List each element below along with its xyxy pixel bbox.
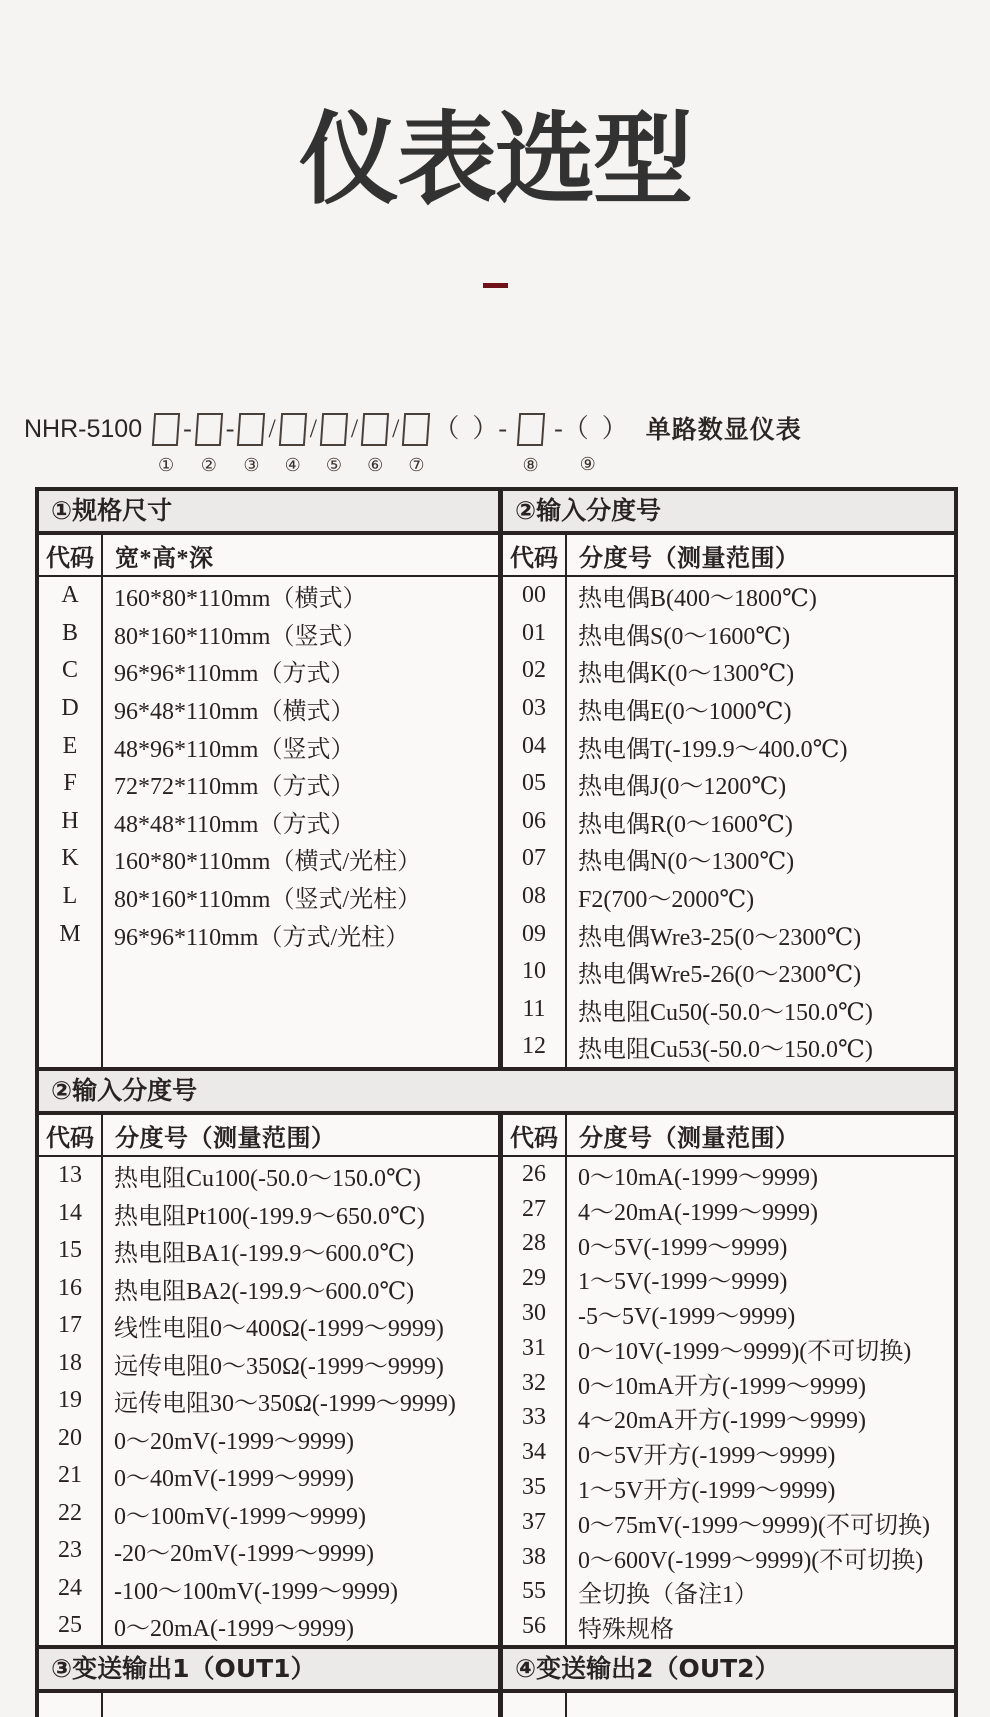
row-code: 30 <box>522 1300 546 1327</box>
truncated-cell <box>498 1693 954 1717</box>
row-code: M <box>59 920 81 947</box>
row-code: 25 <box>58 1612 82 1639</box>
row-desc: 0～40mV(-1999～9999) <box>114 1466 354 1493</box>
table-row <box>503 765 954 803</box>
desc-column-header: 分度号（测量范围） <box>115 1125 336 1152</box>
table-row <box>503 1575 954 1610</box>
order-marker: ④ <box>284 455 301 476</box>
section-title: ①规格尺寸 <box>51 496 173 525</box>
row-code: 26 <box>522 1160 546 1187</box>
input-index-subtable-1 <box>498 535 954 1067</box>
code-box-outline <box>402 413 430 446</box>
table-row <box>503 953 954 991</box>
row-code: 37 <box>522 1508 546 1535</box>
row-desc: 4～20mA开方(-1999～9999) <box>578 1408 866 1435</box>
code-column-header: 代码 <box>46 545 94 572</box>
table-row <box>503 1261 954 1296</box>
table-row <box>503 1609 954 1644</box>
table-row <box>39 1607 498 1645</box>
code-box-outline <box>152 413 180 446</box>
column-header-row <box>503 535 954 577</box>
table-row <box>503 1401 954 1436</box>
section-header-out2 <box>498 1649 954 1689</box>
row-code: 28 <box>522 1230 546 1257</box>
row-code: 02 <box>522 657 546 684</box>
table-row <box>39 577 498 615</box>
row-desc: 热电偶S(0～1600℃) <box>578 623 791 650</box>
title-underline-dash <box>483 283 508 288</box>
row-code: 01 <box>522 619 546 646</box>
row-code: 35 <box>522 1474 546 1501</box>
model-code-line <box>24 413 802 478</box>
row-desc: 热电偶Wre3-25(0～2300℃) <box>578 924 862 951</box>
model-prefix: NHR-5100 <box>24 415 143 443</box>
table-row <box>39 765 498 803</box>
table-rows <box>503 1157 954 1645</box>
order-marker: ⑥ <box>367 455 384 476</box>
row-code: 23 <box>58 1537 82 1564</box>
table-row <box>39 915 498 953</box>
table-row <box>503 1435 954 1470</box>
code-column-header: 代码 <box>46 1125 94 1152</box>
table-row <box>39 1195 498 1233</box>
order-marker: ② <box>200 455 217 476</box>
table-row <box>503 1028 954 1066</box>
input-index-subtable-2-right <box>498 1115 954 1645</box>
table-row <box>503 878 954 916</box>
row-desc: 热电阻Cu100(-50.0～150.0℃) <box>114 1166 421 1193</box>
model-code-separator <box>183 413 192 477</box>
row-code: 56 <box>522 1613 546 1640</box>
row-desc: 0～100mV(-1999～9999) <box>114 1503 366 1530</box>
row-code: 20 <box>58 1424 82 1451</box>
row-code: H <box>61 807 79 834</box>
desc-column-header: 分度号（测量范围） <box>579 1125 800 1152</box>
input-index-subtable-2-left <box>39 1115 498 1645</box>
row-desc: -5～5V(-1999～9999) <box>578 1304 796 1331</box>
model-code-separator <box>433 413 513 477</box>
table-row <box>503 1331 954 1366</box>
table-row <box>503 727 954 765</box>
separator-glyph: -（ ） <box>547 414 628 443</box>
table-rows <box>503 577 954 1067</box>
row-code: 21 <box>58 1462 82 1489</box>
row-desc: 48*48*110mm（方式） <box>114 811 355 838</box>
row-desc: 热电偶J(0～1200℃) <box>578 774 787 801</box>
row-code: 34 <box>522 1439 546 1466</box>
row-code: E <box>62 732 78 759</box>
column-header-row <box>39 1115 498 1157</box>
row-code: 00 <box>522 582 546 609</box>
table-row <box>39 1420 498 1458</box>
table-row <box>39 652 498 690</box>
table-body-1 <box>39 535 954 1067</box>
row-desc: 热电偶T(-199.9～400.0℃) <box>578 736 848 763</box>
code-box-outline <box>516 413 544 446</box>
row-code: 31 <box>522 1334 546 1361</box>
table-row <box>39 803 498 841</box>
model-code-box <box>362 413 388 478</box>
spec-size-subtable <box>39 535 498 1067</box>
row-desc: 特殊规格 <box>578 1617 674 1644</box>
table-body-2 <box>39 1115 954 1645</box>
row-desc: 热电阻Pt100(-199.9～650.0℃) <box>114 1203 425 1230</box>
table-row <box>503 1157 954 1192</box>
separator-glyph: - <box>183 414 192 443</box>
table-row <box>503 1366 954 1401</box>
table-row <box>39 1157 498 1195</box>
table-row <box>503 1296 954 1331</box>
table-row <box>503 652 954 690</box>
row-code: K <box>61 845 79 872</box>
row-code: L <box>62 883 78 910</box>
section-header-spec-size <box>39 491 498 531</box>
row-desc: 热电偶K(0～1300℃) <box>578 661 795 688</box>
order-marker: ⑦ <box>408 455 425 476</box>
row-desc: 远传电阻30～350Ω(-1999～9999) <box>114 1391 456 1418</box>
row-code: 27 <box>522 1195 546 1222</box>
table-row <box>503 1192 954 1227</box>
row-desc: 0～5V(-1999～9999) <box>578 1234 788 1261</box>
row-code: 07 <box>522 845 546 872</box>
table-rows <box>39 577 498 1067</box>
row-code: 14 <box>58 1199 82 1226</box>
code-column-header: 代码 <box>510 1125 558 1152</box>
table-row <box>503 803 954 841</box>
selection-table <box>35 487 958 1717</box>
row-desc: 160*80*110mm（横式） <box>114 586 367 613</box>
row-desc: 160*80*110mm（横式/光柱） <box>114 849 422 876</box>
model-code-box <box>238 413 264 478</box>
model-code-separator <box>351 413 358 477</box>
row-code: 08 <box>522 883 546 910</box>
row-code: 06 <box>522 807 546 834</box>
row-desc: 80*160*110mm（竖式/光柱） <box>114 887 422 914</box>
table-row <box>503 690 954 728</box>
row-desc: 热电偶B(400～1800℃) <box>578 586 817 613</box>
separator-glyph: / <box>309 414 317 443</box>
row-code: 12 <box>522 1033 546 1060</box>
row-code: A <box>61 582 79 609</box>
row-code: D <box>61 695 79 722</box>
table-row <box>39 1570 498 1608</box>
page-title: 仪表选型 <box>299 101 691 218</box>
section-header-input-index <box>498 491 954 531</box>
row-desc: 0～5V开方(-1999～9999) <box>578 1443 836 1470</box>
desc-column-header: 宽*高*深 <box>115 545 214 572</box>
table-row <box>503 1540 954 1575</box>
row-code: B <box>61 619 78 646</box>
order-marker: ⑨ <box>579 454 596 475</box>
row-desc: 48*96*110mm（竖式） <box>114 736 355 763</box>
row-desc: 热电偶N(0～1300℃) <box>578 849 795 876</box>
model-code-box <box>196 413 222 478</box>
table-row <box>39 727 498 765</box>
section-title: ③变送输出1（OUT1） <box>51 1654 316 1683</box>
row-code: 38 <box>522 1543 546 1570</box>
table-row <box>39 1307 498 1345</box>
row-desc: 96*96*110mm（方式/光柱） <box>114 924 410 951</box>
table-row <box>39 1457 498 1495</box>
row-desc: -20～20mV(-1999～9999) <box>114 1541 374 1568</box>
order-marker: ① <box>158 455 175 476</box>
row-code: 05 <box>522 770 546 797</box>
row-code: 16 <box>58 1274 82 1301</box>
section-title: ④变送输出2（OUT2） <box>515 1654 780 1683</box>
table-row <box>39 690 498 728</box>
table-row <box>503 1470 954 1505</box>
table-row <box>503 840 954 878</box>
row-desc: -100～100mV(-1999～9999) <box>114 1578 398 1605</box>
separator-glyph: （ ）- <box>433 414 514 443</box>
section-header-input-index-2 <box>39 1067 954 1115</box>
row-code: 32 <box>522 1369 546 1396</box>
row-desc: 4～20mA(-1999～9999) <box>578 1199 818 1226</box>
model-code-separator <box>268 413 275 477</box>
row-desc: F2(700～2000℃) <box>578 887 755 914</box>
table-row <box>39 1270 498 1308</box>
section-header-row-1 <box>39 491 954 535</box>
row-desc: 热电偶R(0～1600℃) <box>578 811 793 838</box>
row-code: 18 <box>58 1349 82 1376</box>
table-row <box>39 1495 498 1533</box>
row-code: 17 <box>58 1312 82 1339</box>
section-header-out1 <box>39 1649 498 1689</box>
table-row <box>503 991 954 1029</box>
code-box-outline <box>237 413 265 446</box>
row-code: C <box>61 657 78 684</box>
row-desc: 96*96*110mm（方式） <box>114 661 355 688</box>
column-header-row <box>503 1115 954 1157</box>
model-code-box <box>321 413 347 478</box>
model-code-box <box>280 413 306 478</box>
separator-glyph: / <box>392 414 400 443</box>
model-code-sequence <box>151 413 630 478</box>
table-row <box>39 615 498 653</box>
code-box-outline <box>279 413 307 446</box>
row-desc: 热电阻Cu53(-50.0～150.0℃) <box>578 1037 873 1064</box>
row-desc: 1～5V(-1999～9999) <box>578 1269 788 1296</box>
section-title: ②输入分度号 <box>51 1076 198 1105</box>
row-code: 33 <box>522 1404 546 1431</box>
table-row <box>503 1505 954 1540</box>
row-desc: 线性电阻0～400Ω(-1999～9999) <box>114 1316 444 1343</box>
row-desc: 热电阻BA1(-199.9～600.0℃) <box>114 1241 415 1268</box>
truncated-next-row <box>39 1693 954 1717</box>
row-desc: 0～10mA(-1999～9999) <box>578 1164 818 1191</box>
table-row <box>39 1232 498 1270</box>
row-desc: 0～75mV(-1999～9999)(不可切换) <box>578 1512 930 1539</box>
table-row <box>503 1227 954 1262</box>
model-code-separator <box>226 413 235 477</box>
model-suffix: 单路数显仪表 <box>645 415 802 444</box>
row-desc: 全切换（备注1） <box>578 1582 758 1609</box>
row-code: 09 <box>522 920 546 947</box>
separator-glyph: - <box>225 414 235 443</box>
row-desc: 热电阻BA2(-199.9～600.0℃) <box>114 1278 415 1305</box>
code-column-header: 代码 <box>510 545 558 572</box>
order-marker: ⑧ <box>522 455 539 476</box>
table-row <box>39 1382 498 1420</box>
model-code-separator <box>392 413 399 477</box>
row-desc: 0～20mA(-1999～9999) <box>114 1616 354 1643</box>
table-row <box>39 840 498 878</box>
code-box-outline <box>195 413 223 446</box>
row-desc: 80*160*110mm（竖式） <box>114 623 367 650</box>
row-desc: 0～600V(-1999～9999)(不可切换) <box>578 1547 924 1574</box>
desc-column-header: 分度号（测量范围） <box>579 545 800 572</box>
row-desc: 热电偶E(0～1000℃) <box>578 699 792 726</box>
truncated-cell <box>39 1693 498 1717</box>
separator-glyph: / <box>268 414 276 443</box>
model-code-separator <box>548 413 628 477</box>
column-header-row <box>39 535 498 577</box>
model-code-separator <box>310 413 317 477</box>
table-row <box>39 878 498 916</box>
row-code: 15 <box>58 1237 82 1264</box>
row-code: 10 <box>522 958 546 985</box>
model-code-box <box>518 413 544 478</box>
table-row <box>503 577 954 615</box>
table-row <box>39 1532 498 1570</box>
table-rows <box>39 1157 498 1645</box>
row-code: 24 <box>58 1574 82 1601</box>
row-desc: 1～5V开方(-1999～9999) <box>578 1478 836 1505</box>
row-code: 22 <box>58 1499 82 1526</box>
table-row <box>503 915 954 953</box>
row-code: 11 <box>522 995 546 1022</box>
model-code-box <box>153 413 179 478</box>
row-desc: 远传电阻0～350Ω(-1999～9999) <box>114 1353 444 1380</box>
row-desc: 96*48*110mm（横式） <box>114 699 355 726</box>
row-code: 13 <box>58 1162 82 1189</box>
code-box-outline <box>320 413 348 446</box>
order-marker: ⑤ <box>325 455 342 476</box>
row-desc: 0～10V(-1999～9999)(不可切换) <box>578 1338 912 1365</box>
table-row <box>503 615 954 653</box>
row-desc: 热电阻Cu50(-50.0～150.0℃) <box>578 999 873 1026</box>
row-code: 55 <box>522 1578 546 1605</box>
separator-glyph: / <box>350 414 359 443</box>
order-marker: ③ <box>243 455 260 476</box>
row-desc: 0～10mA开方(-1999～9999) <box>578 1373 866 1400</box>
row-code: F <box>63 770 77 797</box>
table-row <box>39 1345 498 1383</box>
row-code: 03 <box>522 695 546 722</box>
model-code-box <box>403 413 429 478</box>
section-title: ②输入分度号 <box>515 496 662 525</box>
row-desc: 0～20mV(-1999～9999) <box>114 1428 354 1455</box>
code-box-outline <box>361 413 389 446</box>
row-code: 04 <box>522 732 546 759</box>
section-header-row-3 <box>39 1645 954 1693</box>
row-code: 19 <box>58 1387 82 1414</box>
row-code: 29 <box>522 1265 546 1292</box>
row-desc: 72*72*110mm（方式） <box>114 774 355 801</box>
row-desc: 热电偶Wre5-26(0～2300℃) <box>578 962 862 989</box>
